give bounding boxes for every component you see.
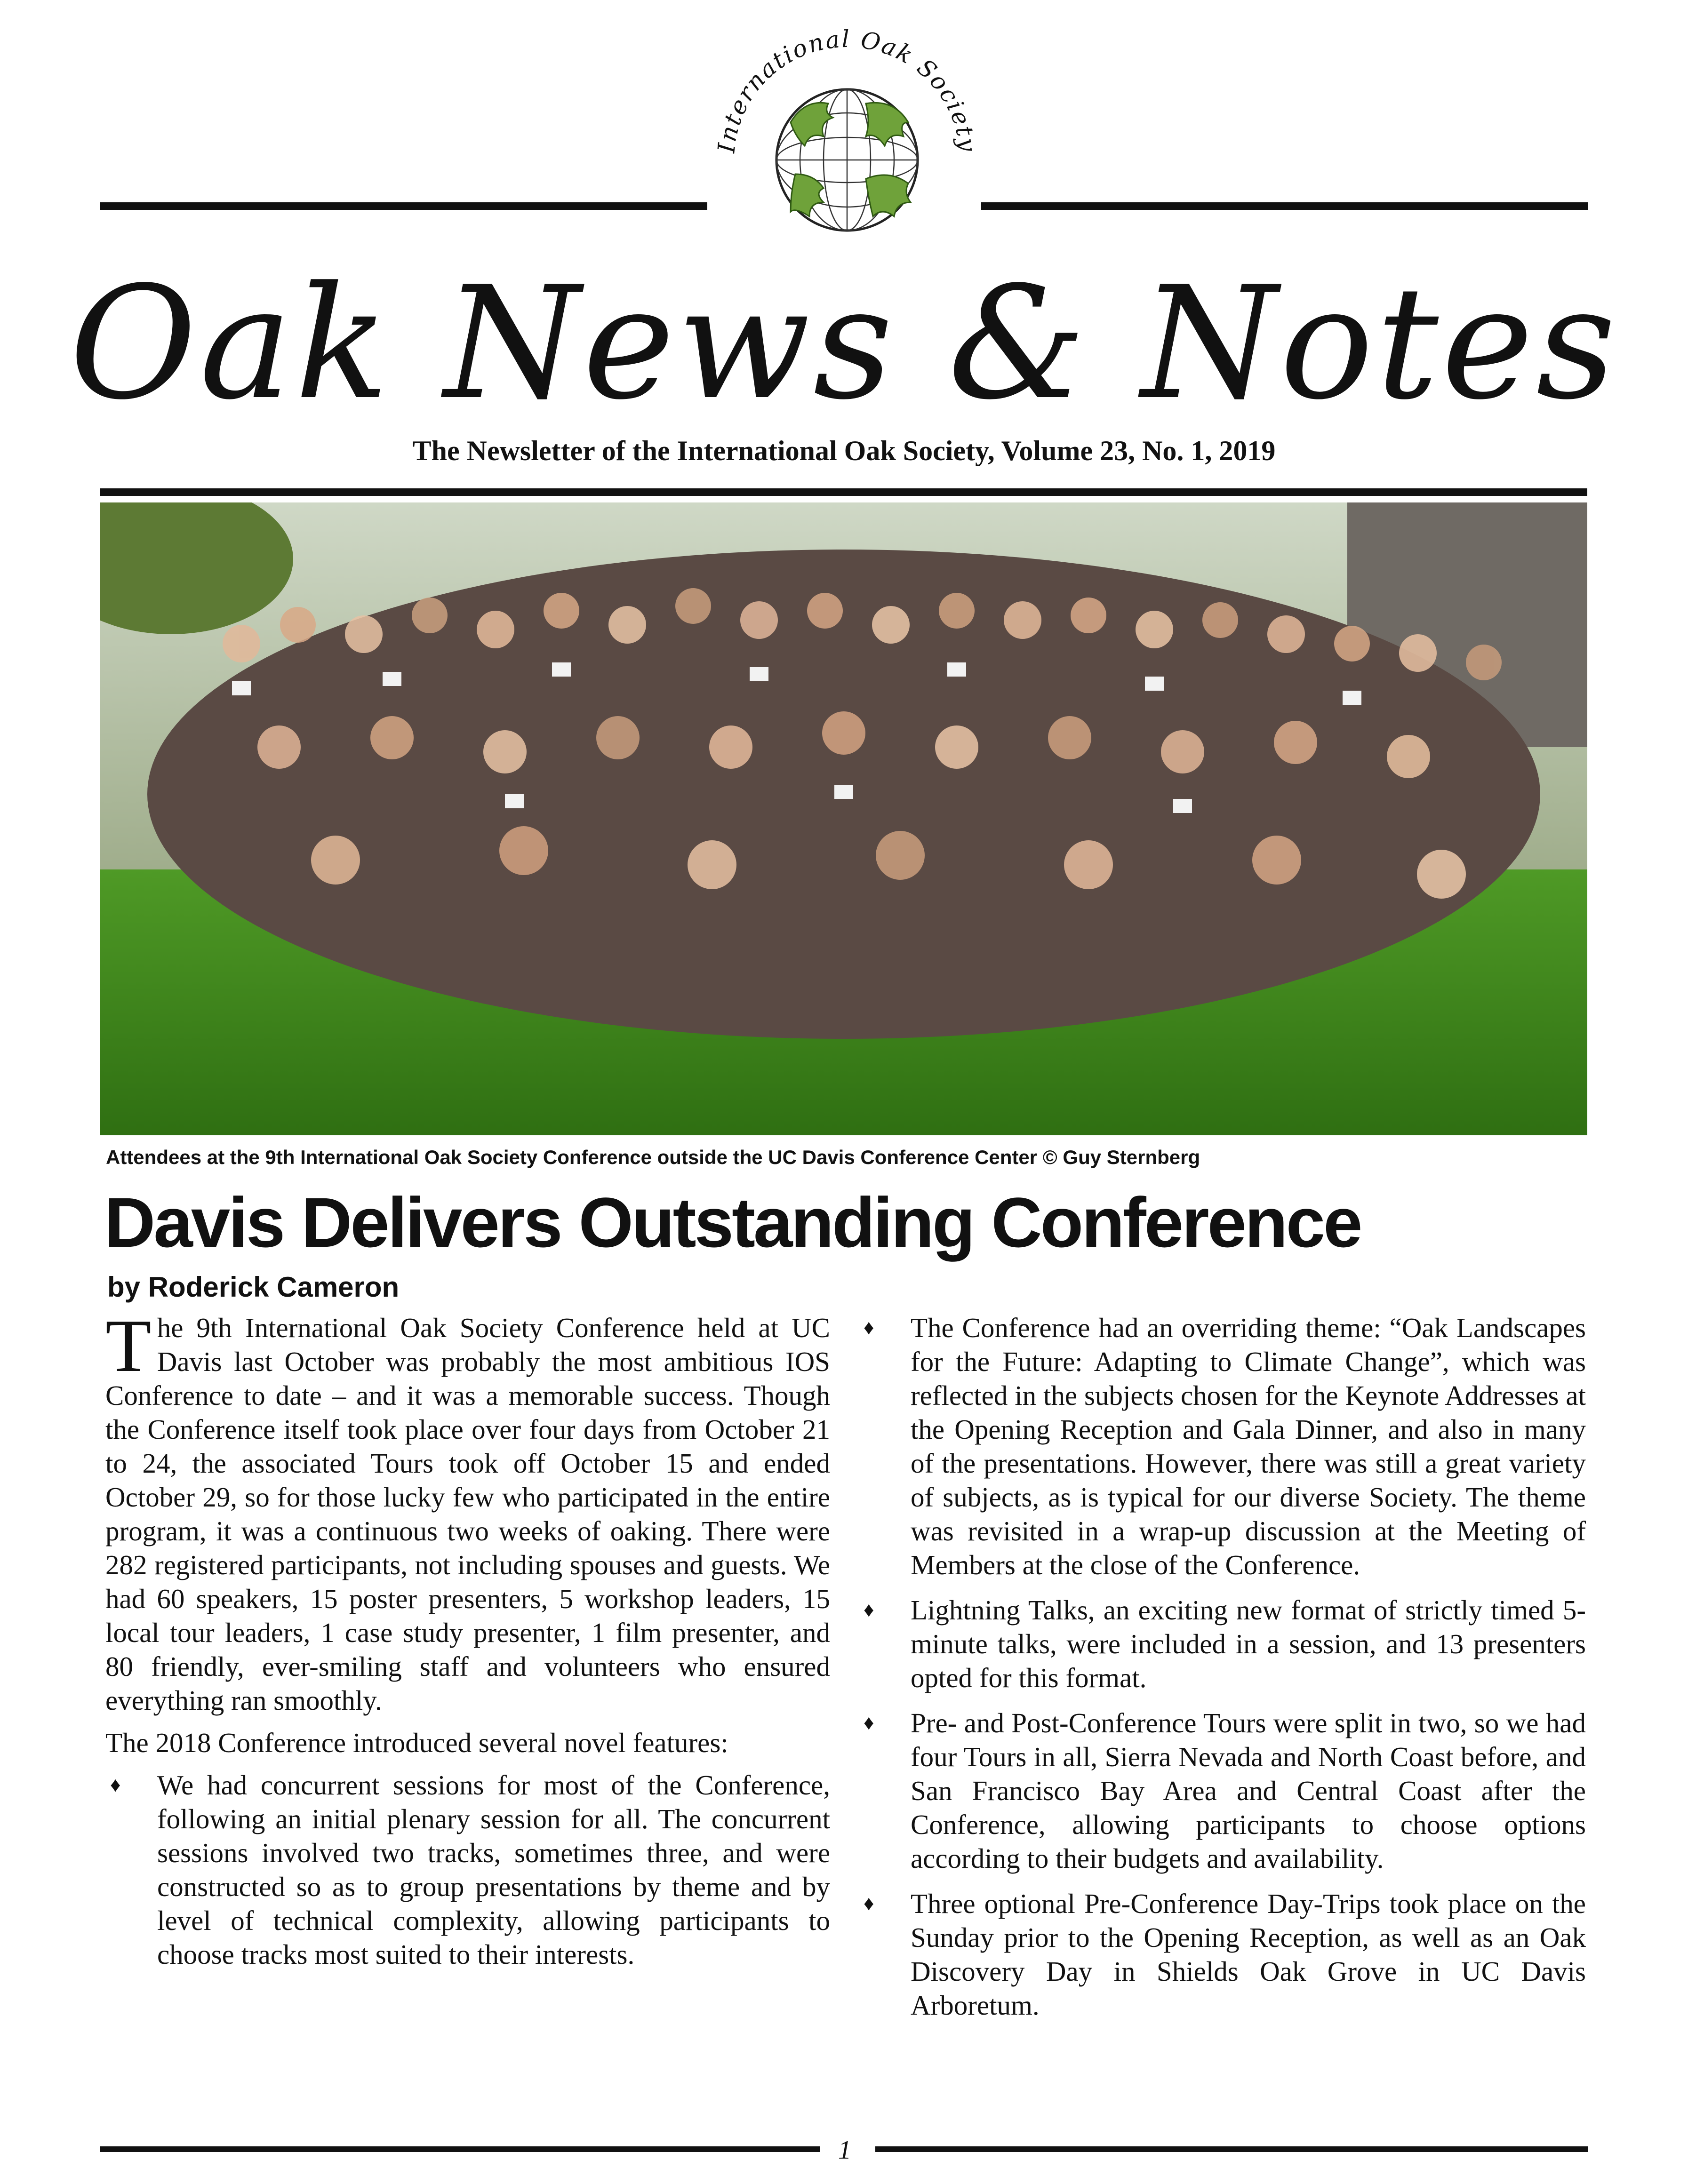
society-logo-globe-icon [696, 19, 998, 240]
bullet-item [105, 1768, 830, 1971]
diamond-bullet-icon: ♦ [864, 1711, 874, 1734]
bullet-text: We had concurrent sessions for most of the Conference, following an initial plenary session for all. The concurrent sessions involved two tracks, sometimes three, and were constructed so as to group presentations by theme and by level of technical complexity, allowing participants to choose tracks most suited to their interests. [157, 1770, 830, 1970]
bullet-item [859, 1706, 1586, 1875]
conference-group-photo [100, 502, 1587, 1135]
bullet-item [859, 1593, 1586, 1695]
diamond-bullet-icon: ♦ [864, 1316, 874, 1339]
footer-rule-left [100, 2146, 820, 2152]
article-column-left [105, 1304, 830, 1983]
society-arc-text: International Oak Society [712, 25, 982, 154]
bullet-text: Three optional Pre-Conference Day-Trips took place on the Sunday prior to the Opening Reception, as well as an Oak Discovery Day in Shields Oak Grove in UC Davis Arboretum. [911, 1888, 1586, 2021]
features-intro: The 2018 Conference introduced several novel features: [105, 1727, 728, 1758]
page-number: 1 [838, 2136, 851, 2165]
masthead-rule-left [100, 202, 707, 210]
bullet-item [859, 1311, 1586, 1582]
diamond-bullet-icon: ♦ [110, 1773, 121, 1796]
diamond-bullet-icon: ♦ [864, 1598, 874, 1621]
bullet-text: Lightning Talks, an exciting new format of strictly timed 5-minute talks, were included in a session, and 13 presenters opted for this format. [911, 1594, 1586, 1693]
newsletter-subtitle: The Newsletter of the International Oak Society, Volume 23, No. 1, 2019 [412, 435, 1276, 466]
article-column-right [859, 1311, 1586, 2033]
article-headline: Davis Delivers Outstanding Conference [104, 1183, 1361, 1262]
drop-cap: T [105, 1304, 152, 1387]
diamond-bullet-icon: ♦ [864, 1892, 874, 1915]
bullet-item [859, 1887, 1586, 2022]
masthead-title: Oak News & Notes [69, 253, 1619, 434]
intro-paragraph [105, 1304, 830, 1717]
intro-text: he 9th International Oak Society Conference held at UC Davis last October was probably the most ambitious IOS Conference to date – and it was a memorable success. Though the Conference itself took place over four days from October 21 to 24, the associated Tours took off October 15 and ended October 29, so for those lucky few who participated in the entire program, it was a continuous two weeks of oaking. There were 282 registered participants, not including spouses and guests. We had 60 speakers, 15 poster presenters, 5 workshop leaders, 15 local tour leaders, 1 case study presenter, 1 film presenter, and 80 friendly, ever-smiling staff and volunteers who ensured everything ran smoothly. [105, 1312, 830, 1716]
photo-caption: Attendees at the 9th International Oak Society Conference outside the UC Davis Conference Center © Guy Sternberg [106, 1146, 1200, 1168]
article-byline: by Roderick Cameron [107, 1271, 400, 1303]
bullet-text: The Conference had an overriding theme: “Oak Landscapes for the Future: Adapting to Climate Change”, which was reflected in the subjects chosen for the Keynote Addresses at the Opening Reception and Gala Dinner, and also in many of the presentations. However, there was still a great variety of subjects, as is typical for our diverse Society. The theme was revisited in a wrap-up discussion at the Meeting of Members at the close of the Conference. [911, 1312, 1586, 1580]
masthead-rule-right [981, 202, 1588, 210]
subtitle-rule [100, 488, 1587, 496]
footer-rule-right [875, 2146, 1588, 2152]
bullet-text: Pre- and Post-Conference Tours were split in two, so we had four Tours in all, Sierra Nevada and North Coast before, and San Francisco Bay Area and Central Coast after the Conference, allowing participants to choose options according to their budgets and availability. [911, 1707, 1586, 1874]
